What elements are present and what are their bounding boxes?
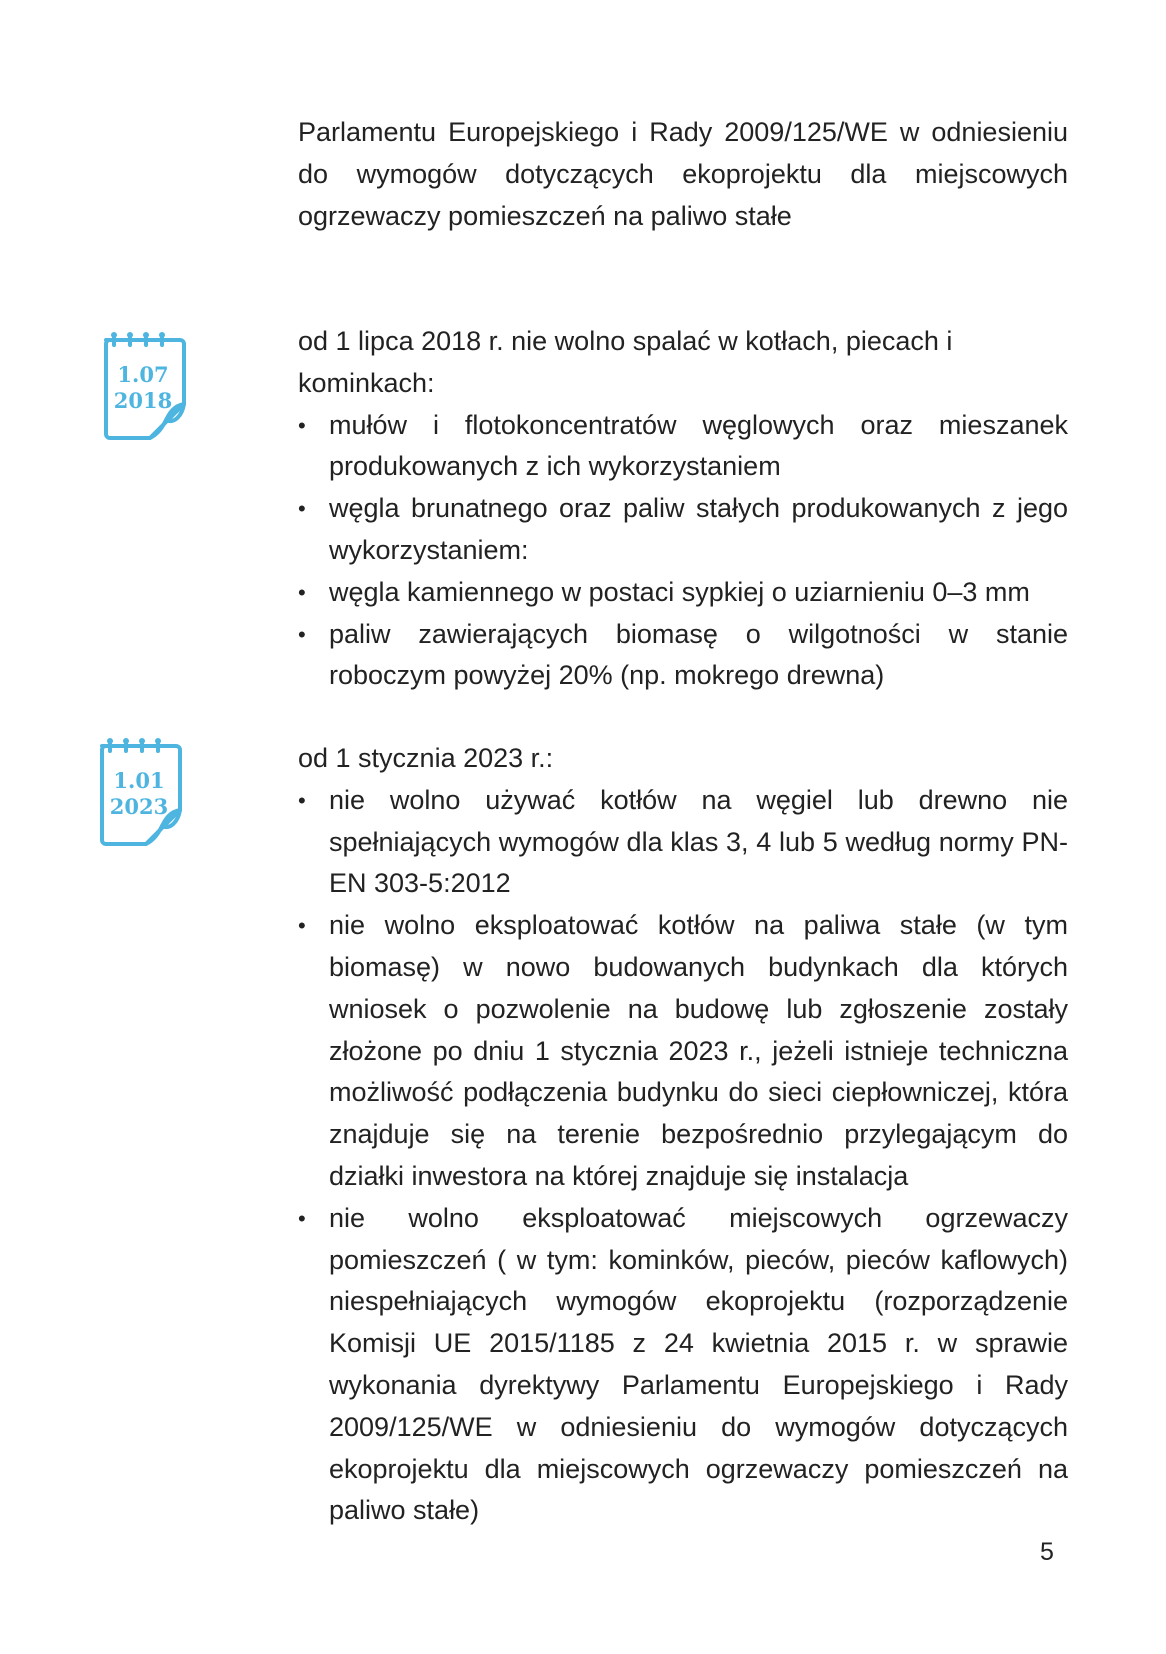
calendar-year: 2018: [113, 388, 173, 413]
section-2023: [298, 738, 1068, 1532]
list-item: • paliw zawierających biomasę o wilgotności w stanie roboczym powyżej 20% (np. mokrego drewna): [298, 614, 1068, 698]
list-item: • nie wolno eksploatować miejscowych ogrzewaczy pomieszczeń ( w tym: kominków, pieców, pieców kaflowych) niespełniających wymogów ekoprojektu (rozporządzenie Komisji UE 2015/1185 z 24 kwietnia 2015 r. w sprawie wykonania dyrektywy Parlamentu Europejskiego i Rady 2009/125/WE w odniesieniu do wymogów dotyczących ekoprojektu dla miejscowych ogrzewaczy pomieszczeń na paliwo stałe): [298, 1198, 1068, 1532]
list-item: • węgla kamiennego w postaci sypkiej o uziarnieniu 0–3 mm: [298, 572, 1068, 614]
list-item: • mułów i flotokoncentratów węglowych oraz mieszanek produkowanych z ich wykorzystaniem: [298, 405, 1068, 489]
list-item: • nie wolno używać kotłów na węgiel lub drewno nie spełniających wymogów dla klas 3, 4 lub 5 według normy PN-EN 303-5:2012: [298, 780, 1068, 905]
calendar-date: [104, 362, 182, 414]
calendar-icon: [100, 332, 192, 446]
calendar-year: 2023: [109, 794, 169, 819]
list-item: • nie wolno eksploatować kotłów na paliwa stałe (w tym biomasę) w nowo budowanych budynkach dla których wniosek o pozwolenie na budowę lub zgłoszenie zostały złożone po dniu 1 stycznia 2023 r., jeżeli istnieje techniczna możliwość podłączenia budynku do sieci ciepłowniczej, która znajduje się na terenie bezpośrednio przylegającym do działki inwestora na której znajduje się instalacja: [298, 905, 1068, 1198]
bullet-list: [298, 405, 1068, 698]
page-number: 5: [1040, 1538, 1054, 1566]
calendar-icon: [96, 738, 188, 852]
calendar-date: [100, 768, 178, 820]
intro-paragraph: [298, 112, 1068, 237]
section-heading: od 1 lipca 2018 r. nie wolno spalać w kotłach, piecach i kominkach:: [298, 326, 953, 398]
calendar-day: 1.01: [113, 768, 165, 793]
section-heading: od 1 stycznia 2023 r.:: [298, 743, 554, 773]
calendar-day: 1.07: [117, 362, 169, 387]
bullet-list: [298, 780, 1068, 1532]
list-item: • węgla brunatnego oraz paliw stałych produkowanych z jego wykorzystaniem:: [298, 488, 1068, 572]
section-2018: [298, 321, 1068, 697]
intro-text: Parlamentu Europejskiego i Rady 2009/125/WE w odniesieniu do wymogów dotyczących ekoprojektu dla miejscowych ogrzewaczy pomieszczeń na paliwo stałe: [298, 117, 1068, 231]
